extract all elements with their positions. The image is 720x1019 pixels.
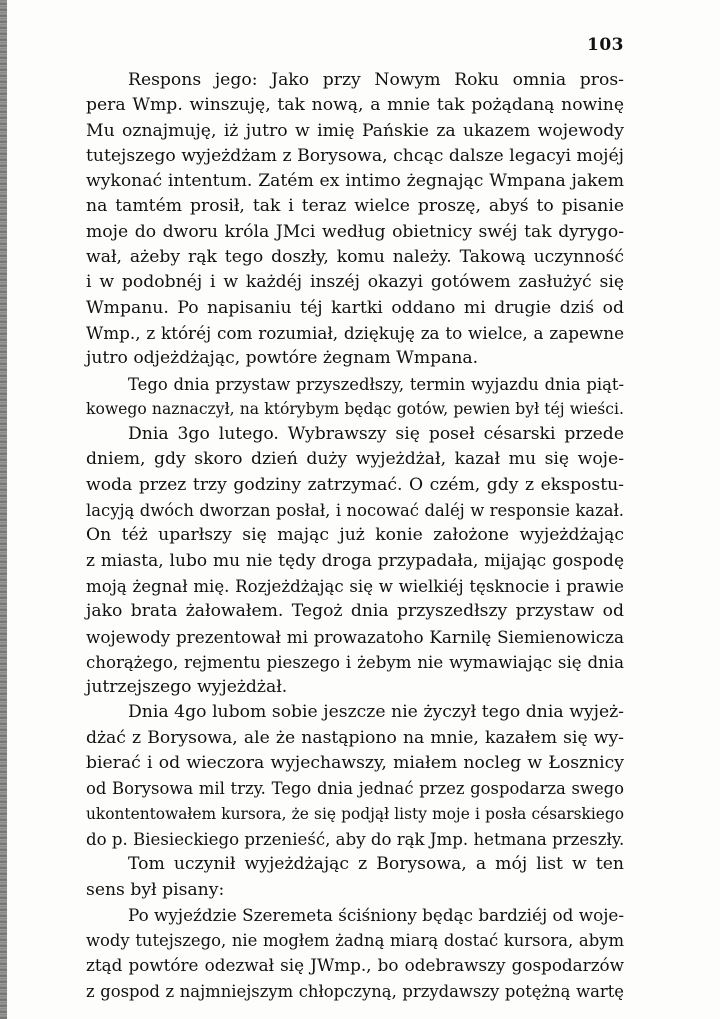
- text-line: wojewody prezentował mi prowazatoho Karnilę Siemienowicza: [86, 626, 624, 647]
- text-line: pera Wmp. winszuję, tak nową, a mnie tak pożądaną nowinę: [86, 95, 624, 116]
- text-line: sens był pisany:: [86, 879, 225, 900]
- text-line: dżać z Borysowa, ale że nastąpiono na mnie, kazałem się wy-: [86, 727, 624, 748]
- text-line: lacyją dwóch dworzan posłał, i nocować daléj w responsie kazał.: [86, 501, 624, 521]
- text-line: bierać i od wieczora wyjechawszy, miałem nocleg w Łosznicy: [86, 753, 624, 774]
- text-line: wał, ażeby rąk tego doszły, komu należy. Takową uczynność: [86, 247, 624, 268]
- text-line: Tego dnia przystaw przyszedłszy, termin wyjazdu dnia piąt-: [128, 374, 624, 394]
- text-line: na tamtém prosił, tak i teraz wielce proszę, abyś to pisanie: [86, 196, 624, 217]
- text-line: Wmp., z któréj com rozumiał, dziękuję za to wielce, a zapewne: [86, 322, 624, 343]
- text-line: Wmpanu. Po napisaniu téj kartki oddano mi drugie dziś od: [86, 297, 624, 318]
- text-line: Respons jego: Jako przy Nowym Roku omnia pros-: [128, 70, 624, 90]
- text-line: moją żegnał mię. Rozjeżdżając się w wielkiéj tęsknocie i prawie: [86, 576, 624, 596]
- text-line: dniem, gdy skoro dzień duży wyjeżdżał, kazał mu się woje-: [86, 449, 624, 470]
- text-line: od Borysowa mil trzy. Tego dnia jednać przez gospodarza swego: [86, 779, 624, 799]
- text-line: tutejszego wyjeżdżam z Borysowa, chcąc dalsze legacyi mojéj: [86, 145, 624, 166]
- text-line: i w podobnéj i w każdéj inszéj okazyi gotówem zasłużyć się: [86, 272, 624, 293]
- text-line: chorążego, rejmentu pieszego i żebym nie wymawiając się dnia: [86, 652, 624, 672]
- text-line: kowego naznaczył, na którybym będąc gotów, pewien był téj wieści.: [86, 399, 624, 418]
- page-number: 103: [587, 35, 624, 55]
- binding-edge: [0, 0, 7, 1019]
- text-line: Mu oznajmuję, iż jutro w imię Pańskie za ukazem wojewody: [86, 120, 624, 141]
- text-line: z gospod z najmniejszym chłopczyną, przydawszy potężną wartę: [86, 981, 624, 1001]
- text-line: woda przez trzy godziny zatrzymać. O czém, gdy z ekspostu-: [86, 474, 624, 495]
- text-line: Dnia 4go lubom sobie jeszcze nie życzył tego dnia wyjeż-: [128, 702, 624, 723]
- text-line: z miasta, lubo mu nie tędy droga przypadała, mijając gospodę: [86, 550, 624, 571]
- text-line: Po wyjeździe Szeremeta ściśniony będąc bardziéj od woje-: [128, 904, 624, 925]
- text-line: wody tutejszego, nie mogłem żadną miarą dostać kursora, abym: [86, 931, 624, 951]
- body-text: [86, 68, 624, 1004]
- text-line: do p. Biesieckiego przenieść, aby do rąk Jmp. hetmana przeszły.: [86, 829, 625, 849]
- text-line: wykonać intentum. Zatém ex intimo żegnając Wmpana jakem: [86, 171, 624, 192]
- text-line: jutro odjeżdżając, powtóre żegnam Wmpana.: [86, 348, 479, 369]
- text-line: jutrzejszego wyjeżdżał.: [86, 677, 288, 698]
- text-line: Tom uczynił wyjeżdżając z Borysowa, a mój list w ten: [128, 854, 624, 875]
- text-line: moje do dworu króla JMci według obietnicy swéj tak dyrygo-: [86, 221, 624, 242]
- text-line: On téż uparłszy się mając już konie założone wyjeżdżając: [86, 525, 624, 546]
- text-line: Dnia 3go lutego. Wybrawszy się poseł césarski przede: [128, 424, 624, 445]
- text-line: ukontentowałem kursora, że się podjął listy moje i posła césarskiego: [86, 804, 624, 823]
- text-line: jako brata żałowałem. Tegoż dnia przyszedłszy przystaw od: [86, 601, 624, 622]
- text-line: ztąd powtóre odezwał się JWmp., bo odebrawszy gospodarzów: [86, 955, 624, 976]
